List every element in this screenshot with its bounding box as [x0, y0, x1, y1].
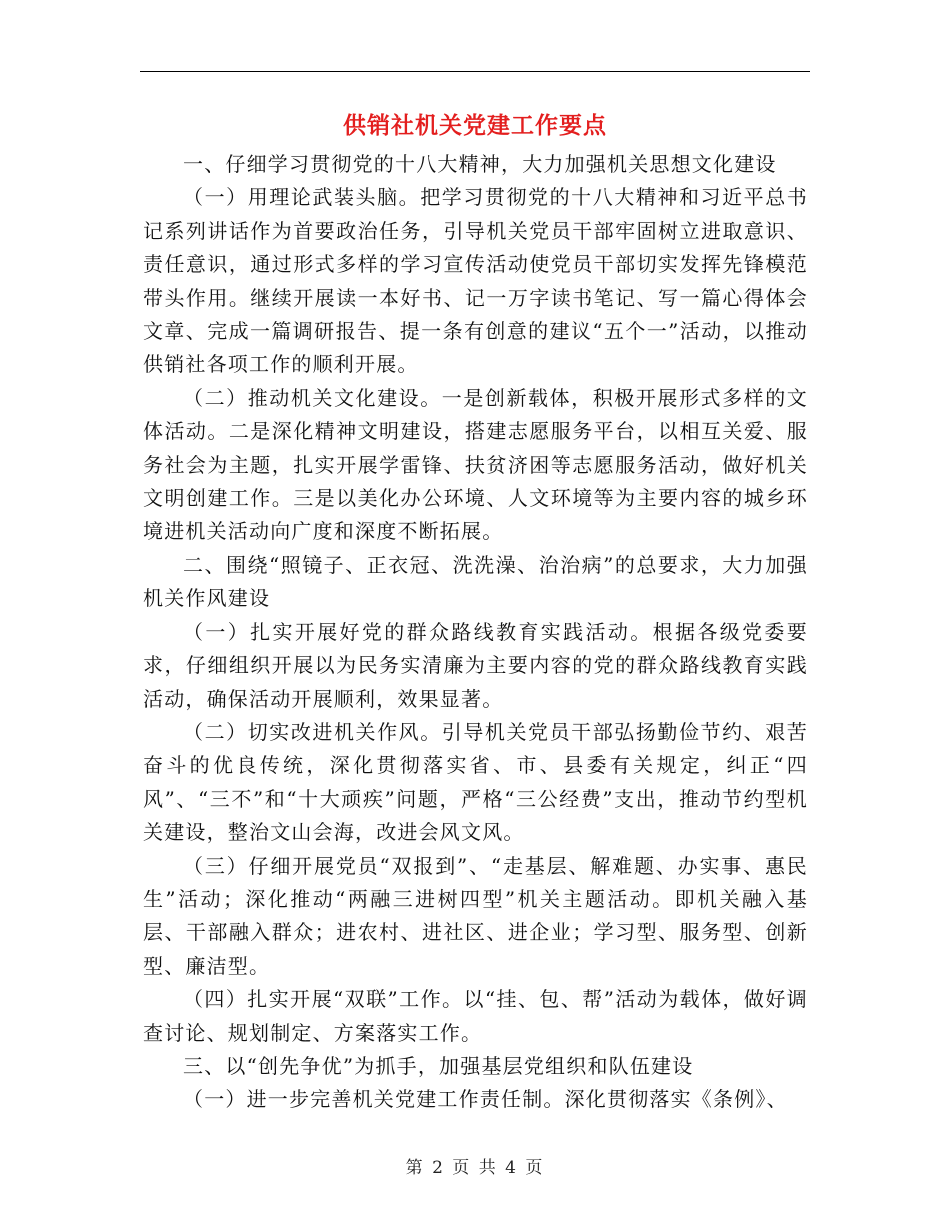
paragraph-1-1: （一）用理论武装头脑。把学习贯彻党的十八大精神和习近平总书记系列讲话作为首要政治任务，引导机关党员干部牢固树立进取意识、责任意识，通过形式多样的学习宣传活动使党员干部切实发挥先锋模范带头作用。继续开展读一本好书、记一万字读书笔记、写一篇心得体会文章、完成一篇调研报告、提一条有创意的建议“五个一”活动，以推动供销社各项工作的顺利开展。 — [143, 185, 808, 377]
heading-section-2: 二、围绕“照镜子、正衣冠、洗洗澡、治治病”的总要求，大力加强机关作风建设 — [143, 552, 808, 611]
paragraph-2-2: （二）切实改进机关作风。引导机关党员干部弘扬勤俭节约、艰苦奋斗的优良传统，深化贯彻落实省、市、县委有关规定，纠正“四风”、“三不”和“十大顽疾”问题，严格“三公经费”支出，推动节约型机关建设，整治文山会海，改进会风文风。 — [143, 719, 808, 845]
paragraph-2-4: （四）扎实开展“双联”工作。以“挂、包、帮”活动为载体，做好调查讨论、规划制定、方案落实工作。 — [143, 987, 808, 1045]
heading-section-1: 一、仔细学习贯彻党的十八大精神，大力加强机关思想文化建设 — [183, 152, 777, 176]
paragraph-2-1: （一）扎实开展好党的群众路线教育实践活动。根据各级党委要求，仔细组织开展以为民务实清廉为主要内容的党的群众路线教育实践活动，确保活动开展顺利，效果显著。 — [143, 619, 808, 711]
paragraph-1-2: （二）推动机关文化建设。一是创新载体，积极开展形式多样的文体活动。二是深化精神文明建设，搭建志愿服务平台，以相互关爱、服务社会为主题，扎实开展学雷锋、扶贫济困等志愿服务活动，做好机关文明创建工作。三是以美化办公环境、人文环境等为主要内容的城乡环境进机关活动向广度和深度不断拓展。 — [143, 385, 808, 544]
document-title: 供销社机关党建工作要点 — [343, 112, 607, 139]
paragraph-3-1: （一）进一步完善机关党建工作责任制。深化贯彻落实《条例》、 — [183, 1087, 788, 1112]
heading-section-3: 三、以“创先争优”为抓手，加强基层党组织和队伍建设 — [183, 1053, 694, 1078]
paragraph-2-3: （三）仔细开展党员“双报到”、“走基层、解难题、办实事、惠民生”活动；深化推动“两融三进树四型”机关主题活动。即机关融入基层、干部融入群众；进农村、进社区、进企业；学习型、服务型、创新型、廉洁型。 — [143, 853, 808, 978]
header-rule — [140, 71, 810, 72]
document-body — [143, 148, 808, 1117]
page-number: 第 2 页 共 4 页 — [405, 1158, 545, 1178]
